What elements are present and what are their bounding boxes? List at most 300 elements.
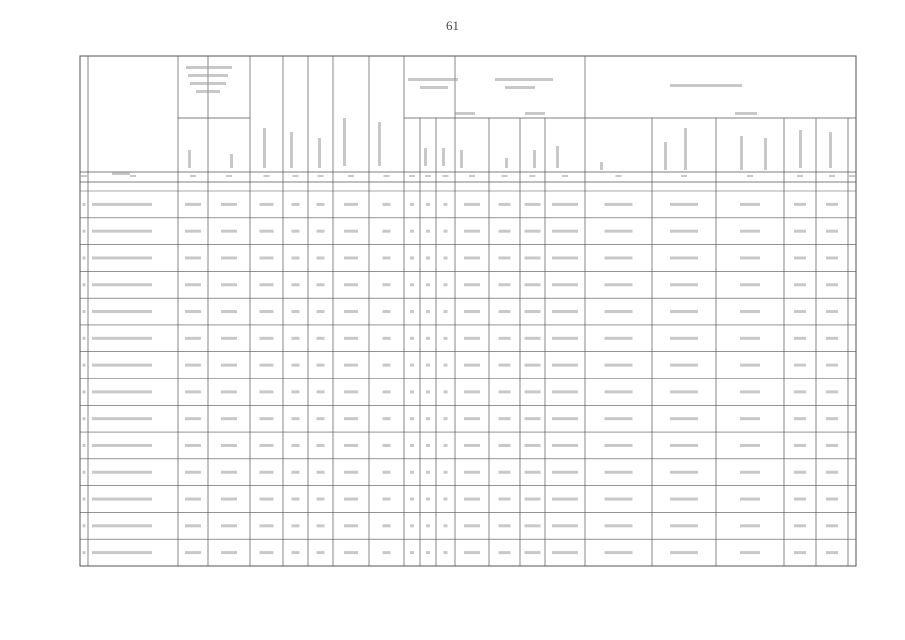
table-cell-text [740, 524, 760, 527]
header-text-block [112, 172, 130, 175]
table-cell-text [605, 498, 633, 501]
table-cell-text [826, 256, 838, 259]
table-cell-text [92, 256, 152, 259]
header-vertical-label [188, 150, 191, 168]
table-cell-text [426, 444, 430, 447]
header-vertical-label [799, 130, 802, 168]
table-cell-text [794, 230, 806, 233]
table-cell-text [670, 230, 698, 233]
header-text-block [186, 66, 232, 69]
header-text-block [735, 112, 757, 115]
header-text-block [190, 82, 226, 85]
table-cell-text [444, 310, 448, 313]
table-cell-text [552, 524, 578, 527]
table-cell-text [525, 417, 541, 420]
table-cell-text [605, 203, 633, 206]
table-cell-text [525, 364, 541, 367]
table-cell-text [344, 390, 358, 393]
table-cell-text [292, 203, 300, 206]
table-cell-text [499, 551, 511, 554]
table-cell-text [344, 498, 358, 501]
table-cell-text [317, 230, 325, 233]
table-cell-text [292, 310, 300, 313]
column-number [130, 175, 136, 177]
table-cell-text [826, 203, 838, 206]
table-cell-text [260, 498, 274, 501]
table-cell-text [344, 551, 358, 554]
table-cell-text [185, 310, 201, 313]
table-cell-text [670, 417, 698, 420]
table-cell-text [794, 417, 806, 420]
table-cell-text [826, 471, 838, 474]
table-cell-text [410, 364, 414, 367]
table-cell-text [499, 364, 511, 367]
table-cell-text [83, 551, 86, 554]
table-cell-text [740, 417, 760, 420]
table-cell-text [426, 337, 430, 340]
header-text-block [188, 74, 228, 77]
table-cell-text [426, 230, 430, 233]
table-cell-text [317, 390, 325, 393]
table-cell-text [260, 203, 274, 206]
table-cell-text [83, 524, 86, 527]
table-cell-text [552, 310, 578, 313]
table-cell-text [260, 283, 274, 286]
table-cell-text [410, 551, 414, 554]
table-cell-text [740, 256, 760, 259]
table-cell-text [552, 471, 578, 474]
table-cell-text [499, 283, 511, 286]
table-cell-text [525, 524, 541, 527]
table-cell-text [410, 417, 414, 420]
table-cell-text [260, 390, 274, 393]
header-vertical-label [318, 138, 321, 168]
table-cell-text [740, 498, 760, 501]
table-cell-text [525, 471, 541, 474]
table-cell-text [221, 364, 237, 367]
table-cell-text [426, 203, 430, 206]
table-cell-text [185, 524, 201, 527]
table-cell-text [260, 230, 274, 233]
table-cell-text [740, 471, 760, 474]
table-cell-text [464, 471, 480, 474]
table-cell-text [464, 337, 480, 340]
table-cell-text [317, 444, 325, 447]
table-cell-text [344, 364, 358, 367]
table-cell-text [185, 364, 201, 367]
column-number [81, 175, 87, 177]
table-cell-text [260, 551, 274, 554]
column-number [849, 175, 855, 177]
table-cell-text [426, 364, 430, 367]
table-cell-text [383, 256, 391, 259]
table-cell-text [670, 203, 698, 206]
table-cell-text [292, 498, 300, 501]
table-cell-text [383, 390, 391, 393]
table-cell-text [92, 444, 152, 447]
header-text-block [455, 112, 475, 115]
table-cell-text [317, 551, 325, 554]
table-cell-text [344, 524, 358, 527]
table-cell-text [426, 471, 430, 474]
table-cell-text [552, 283, 578, 286]
table-cell-text [826, 364, 838, 367]
table-cell-text [499, 417, 511, 420]
table-cell-text [444, 444, 448, 447]
table-cell-text [605, 417, 633, 420]
table-cell-text [221, 283, 237, 286]
table-cell-text [383, 471, 391, 474]
table-cell-text [605, 256, 633, 259]
table-cell-text [344, 337, 358, 340]
table-cell-text [383, 498, 391, 501]
table-cell-text [410, 444, 414, 447]
column-number [318, 175, 324, 177]
table-cell-text [344, 203, 358, 206]
table-cell-text [221, 551, 237, 554]
table-cell-text [444, 203, 448, 206]
table-cell-text [185, 471, 201, 474]
table-cell-text [525, 283, 541, 286]
table-cell-text [826, 310, 838, 313]
table-cell-text [410, 230, 414, 233]
table-cell-text [410, 498, 414, 501]
table-cell-text [794, 364, 806, 367]
header-text-block [525, 112, 545, 115]
table-cell-text [605, 524, 633, 527]
table-cell-text [552, 498, 578, 501]
table-cell-text [92, 203, 152, 206]
table-cell-text [185, 203, 201, 206]
table-cell-text [740, 230, 760, 233]
table-cell-text [464, 498, 480, 501]
table-cell-text [464, 551, 480, 554]
table-cell-text [185, 256, 201, 259]
table-cell-text [826, 444, 838, 447]
table-cell-text [552, 390, 578, 393]
table-cell-text [525, 551, 541, 554]
header-text-block [420, 86, 448, 89]
header-vertical-label [740, 136, 743, 170]
table-cell-text [83, 337, 86, 340]
header-vertical-label [424, 148, 427, 166]
table-cell-text [92, 230, 152, 233]
table-cell-text [260, 417, 274, 420]
table-cell-text [794, 390, 806, 393]
header-vertical-label [230, 154, 233, 168]
table-cell-text [221, 337, 237, 340]
table-cell-text [383, 203, 391, 206]
table-cell-text [83, 230, 86, 233]
table-cell-text [410, 390, 414, 393]
table-cell-text [525, 310, 541, 313]
table-cell-text [383, 364, 391, 367]
column-number [829, 175, 835, 177]
table-cell-text [83, 256, 86, 259]
table-cell-text [221, 230, 237, 233]
table-cell-text [552, 417, 578, 420]
table-cell-text [794, 444, 806, 447]
table-cell-text [525, 337, 541, 340]
table-cell-text [444, 390, 448, 393]
table-cell-text [525, 256, 541, 259]
page-number: 61 [446, 18, 459, 33]
header-vertical-label [664, 142, 667, 170]
table-cell-text [317, 364, 325, 367]
table-cell-text [344, 471, 358, 474]
table-cell-text [552, 230, 578, 233]
table-cell-text [605, 283, 633, 286]
table-cell-text [444, 498, 448, 501]
table-cell-text [410, 256, 414, 259]
table-cell-text [525, 230, 541, 233]
header-vertical-label [684, 128, 687, 170]
table-cell-text [260, 471, 274, 474]
table-cell-text [740, 364, 760, 367]
table-cell-text [426, 551, 430, 554]
table-cell-text [83, 444, 86, 447]
table-cell-text [670, 390, 698, 393]
table-cell-text [221, 390, 237, 393]
table-cell-text [740, 283, 760, 286]
header-vertical-label [556, 146, 559, 168]
table-cell-text [464, 364, 480, 367]
table-cell-text [83, 203, 86, 206]
table-cell-text [292, 364, 300, 367]
header-vertical-label [343, 118, 346, 166]
column-number [502, 175, 508, 177]
table-cell-text [185, 230, 201, 233]
table-cell-text [464, 256, 480, 259]
table-cell-text [552, 551, 578, 554]
table-cell-text [670, 551, 698, 554]
table-cell-text [426, 256, 430, 259]
table-cell-text [292, 471, 300, 474]
column-number [226, 175, 232, 177]
table-cell-text [426, 390, 430, 393]
table-cell-text [410, 337, 414, 340]
table-cell-text [317, 283, 325, 286]
table-cell-text [185, 444, 201, 447]
table-cell-text [344, 444, 358, 447]
table-cell-text [670, 283, 698, 286]
table-cell-text [426, 417, 430, 420]
table-cell-text [670, 364, 698, 367]
table-cell-text [185, 417, 201, 420]
table-cell-text [292, 417, 300, 420]
table-cell-text [826, 417, 838, 420]
table-cell-text [605, 310, 633, 313]
column-number [293, 175, 299, 177]
table-cell-text [92, 417, 152, 420]
table-cell-text [221, 498, 237, 501]
table-cell-text [185, 498, 201, 501]
table-cell-text [317, 498, 325, 501]
table-cell-text [92, 390, 152, 393]
table-cell-text [826, 283, 838, 286]
header-vertical-label [505, 158, 508, 168]
table-cell-text [410, 310, 414, 313]
table-cell-text [794, 310, 806, 313]
table-cell-text [260, 524, 274, 527]
table-cell-text [383, 283, 391, 286]
table-cell-text [552, 256, 578, 259]
table-cell-text [552, 444, 578, 447]
table-cell-text [383, 444, 391, 447]
header-vertical-label [263, 128, 266, 168]
table-cell-text [317, 256, 325, 259]
header-text-block [196, 90, 220, 93]
table-cell-text [383, 230, 391, 233]
table-cell-text [794, 337, 806, 340]
table-cell-text [426, 498, 430, 501]
table-cell-text [794, 471, 806, 474]
table-cell-text [260, 256, 274, 259]
table-cell-text [499, 230, 511, 233]
table-cell-text [344, 256, 358, 259]
table-cell-text [410, 203, 414, 206]
table-cell-text [292, 551, 300, 554]
table-cell-text [185, 551, 201, 554]
table-cell-text [794, 283, 806, 286]
table-cell-text [464, 230, 480, 233]
table-cell-text [410, 524, 414, 527]
table-cell-text [499, 524, 511, 527]
table-cell-text [826, 551, 838, 554]
table-cell-text [525, 203, 541, 206]
table-cell-text [83, 364, 86, 367]
header-vertical-label [600, 162, 603, 170]
table-cell-text [499, 337, 511, 340]
table-cell-text [826, 230, 838, 233]
table-cell-text [464, 390, 480, 393]
table-cell-text [499, 203, 511, 206]
table-cell-text [525, 498, 541, 501]
table-cell-text [83, 310, 86, 313]
table-cell-text [740, 551, 760, 554]
table-cell-text [605, 364, 633, 367]
table-cell-text [317, 417, 325, 420]
table-cell-text [221, 310, 237, 313]
table-cell-text [794, 203, 806, 206]
table-cell-text [605, 551, 633, 554]
table-cell-text [444, 256, 448, 259]
table-cell-text [826, 498, 838, 501]
table-cell-text [444, 471, 448, 474]
table-cell-text [260, 310, 274, 313]
table-cell-text [464, 417, 480, 420]
header-vertical-label [290, 132, 293, 168]
table-cell-text [740, 310, 760, 313]
table-cell-text [670, 498, 698, 501]
table-cell-text [317, 337, 325, 340]
table-cell-text [92, 310, 152, 313]
table-cell-text [670, 337, 698, 340]
table-cell-text [383, 337, 391, 340]
table-cell-text [92, 551, 152, 554]
table-cell-text [292, 337, 300, 340]
table-cell-text [426, 310, 430, 313]
table-cell-text [794, 551, 806, 554]
table-cell-text [826, 524, 838, 527]
header-vertical-label [533, 150, 536, 168]
table-cell-text [292, 283, 300, 286]
table-cell-text [410, 283, 414, 286]
header-vertical-label [442, 148, 445, 166]
table-cell-text [605, 230, 633, 233]
table-cell-text [525, 390, 541, 393]
table-cell-text [185, 283, 201, 286]
table-cell-text [344, 417, 358, 420]
table-cell-text [499, 471, 511, 474]
table-cell-text [317, 471, 325, 474]
header-vertical-label [378, 122, 381, 166]
table-cell-text [552, 364, 578, 367]
column-number [348, 175, 354, 177]
table-cell-text [670, 310, 698, 313]
column-number [409, 175, 415, 177]
table-cell-text [221, 417, 237, 420]
table-cell-text [317, 310, 325, 313]
table-cell-text [260, 337, 274, 340]
table-cell-text [383, 551, 391, 554]
table-cell-text [499, 444, 511, 447]
table-cell-text [260, 444, 274, 447]
table-cell-text [221, 471, 237, 474]
table-cell-text [444, 337, 448, 340]
table-cell-text [221, 524, 237, 527]
table-cell-text [499, 310, 511, 313]
header-vertical-label [829, 132, 832, 168]
table-cell-text [740, 444, 760, 447]
table-cell-text [83, 390, 86, 393]
table-cell-text [670, 256, 698, 259]
table-cell-text [344, 310, 358, 313]
table-cell-text [92, 364, 152, 367]
table-cell-text [260, 364, 274, 367]
table-cell-text [92, 337, 152, 340]
table-cell-text [740, 390, 760, 393]
table-cell-text [826, 390, 838, 393]
table-cell-text [794, 524, 806, 527]
table-cell-text [292, 390, 300, 393]
table-cell-text [444, 524, 448, 527]
table-cell-text [292, 524, 300, 527]
header-text-block [670, 84, 742, 87]
table-cell-text [185, 337, 201, 340]
table-cell-text [344, 283, 358, 286]
table-cell-text [605, 471, 633, 474]
table-cell-text [552, 203, 578, 206]
table-cell-text [292, 256, 300, 259]
table-cell-text [499, 498, 511, 501]
table-cell-text [444, 551, 448, 554]
table-cell-text [383, 524, 391, 527]
table-cell-text [344, 230, 358, 233]
table-cell-text [221, 444, 237, 447]
table-cell-text [464, 203, 480, 206]
table-cell-text [499, 256, 511, 259]
table-cell-text [499, 390, 511, 393]
table-cell-text [444, 230, 448, 233]
table-cell-text [292, 230, 300, 233]
table-cell-text [605, 337, 633, 340]
table-cell-text [383, 310, 391, 313]
table-cell-text [444, 417, 448, 420]
table-cell-text [83, 417, 86, 420]
table-cell-text [464, 310, 480, 313]
table-cell-text [525, 444, 541, 447]
